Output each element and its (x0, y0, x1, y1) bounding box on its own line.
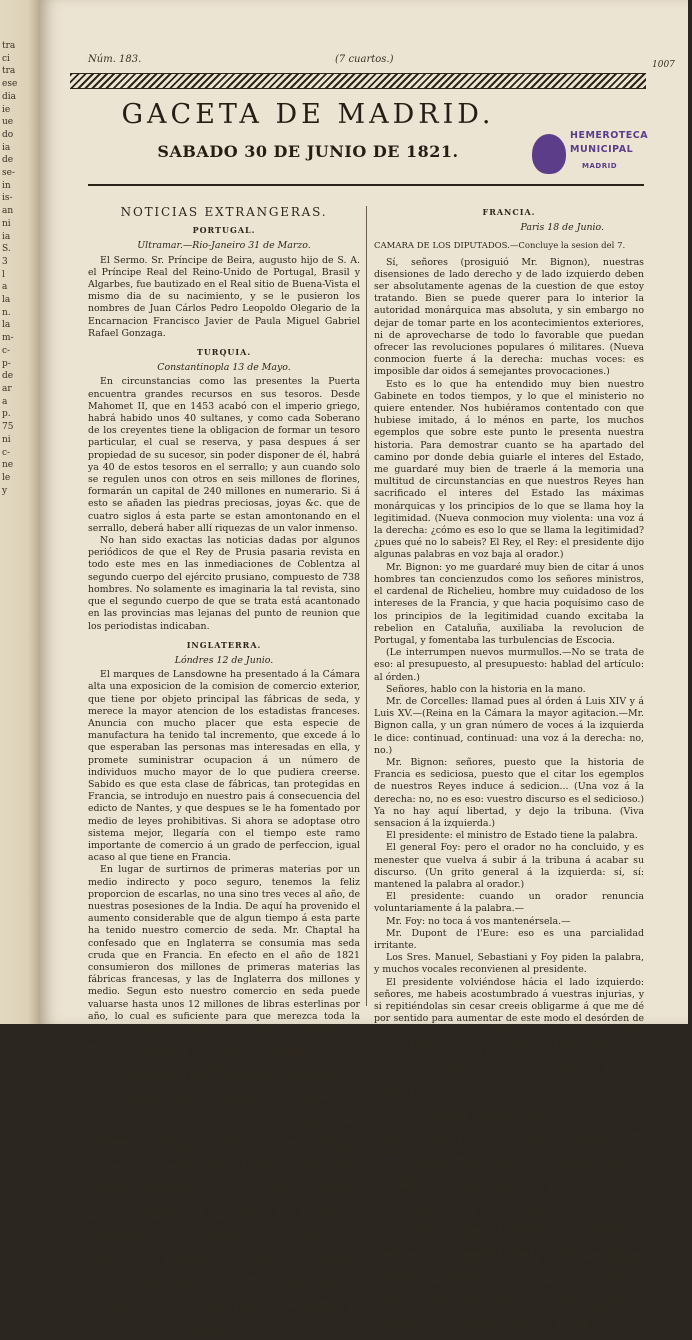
library-stamp (532, 130, 657, 185)
francia-paragraph: (Le interrumpen nuevos murmullos.—No se trata de eso: al presupuesto, al presupuesto: hablad del artículo: al órden.) (374, 647, 644, 683)
dateline-francia: Paris 18 de Junio. (520, 222, 604, 234)
francia-paragraph: El ministro empezó su arenga con suma dificultad, porque le faltaba la voz; pero al fin se esforzó, y pudo hablar en voz clara é inteligible. (374, 1123, 644, 1159)
turquia-article (88, 376, 360, 632)
inglaterra-paragraph: En lugar de surtirnos de primeras materias por un medio indirecto y poco seguro, tenemos la feliz proporcion de escarlas, no una sino tres veces al año, de nuestras posesiones de la India. De aquí ha provenido el aumento considerable que de algun tiempo á esta parte ha tenido nuestro comercio de seda. Mr. Chaptal ha confesado que en Inglaterra se consumia mas seda cruda que en Francia. En efecto en el año de 1821 consumieron dos millones de primeras materias las fábricas francesas, y las de Inglaterra dos millones y medio. Segun esto nuestro comercio en seda puede valuarse hasta unos 12 millones de libras esterlinas por año, lo cual es suficiente para que merezca toda la proteccion de las leyes. Ha notado la comision que desde el momento en que el comercio de la India quedó libre, no solamente se aumentó la cantidad de la seda introducida, sino que tambien se mejoró su calidad, lo cual ha contribuido á que prosperen las fábricas de esta especie. (88, 864, 360, 1096)
francia-paragraph: El presidente: el ministro de Estado tiene la palabra. (386, 830, 638, 842)
newspaper-page (40, 0, 688, 1340)
stamp-line-2: MUNICIPAL (570, 144, 634, 155)
newspaper-title: GACETA DE MADRID. (121, 99, 495, 130)
francia-paragraph: Sí, señores (prosiguió Mr. Bignon), nuestras disensiones de lado derecho y de lado izquierdo deben ser absolutamente agenas de la cuestion de que estoy tratando. Bien se puede querer para lo interior la autoridad monárquica mas absoluta, y sin embargo no dejar de tomar parte en los acontecimientos exteriores, ni de aprovecharse de todo lo favorable que puedan ofrecer las revoluciones populares ó militares. (Nueva conmocion fuerte á la derecha: muchas voces: es imposible dar oidos á semejantes provocaciones.) (374, 256, 644, 378)
inglaterra-paragraph: El marques de Lansdowne ha presentado á la Cámara alta una exposicion de la comision de comercio exterior, que tiene por objeto principal las fábricas de seda, y merece la mayor atencion de los estadistas franceses. Anuncia con mucho placer que esta especie de manufactura ha tenido tal incremento, que excede á lo que esperaban las personas mas interesadas en ella, y promete suministrar ocupacion á un número de individuos mucho mayor de lo que pudiera creerse. Sabido es que esta clase de fábricas, tan protegidas en Francia, se introdujo en nuestro pais á consecuencia del edicto de Nantes, y que despues se le ha fomentado por medio de leyes prohibitivas. Si ahora se adoptase otro sistema mejor, llegaría con el tiempo este ramo importante de comercio á un grado de perfeccion, igual acaso al que tiene en Francia. (88, 669, 360, 864)
francia-paragraph: Esto es lo que ha entendido muy bien nuestro Gabinete en todos tiempos, y lo que el ministerio no quiere entender. Nos hubiéramos contentado con que hubiese imitado, á lo ménos en parte, los muchos egemplos que sobre este punto le presenta nuestra historia. Para demostrar cuanto se ha apartado del camino por donde debia guiarle el interes del Estado, me guardaré muy bien de traerle á la memoria una multitud de circunstancias en que nuestros Reyes han sacrificado el interes del Estado las máximas monárquicas y los principios de lo que se llama hoy la legitimidad. (Nueva conmocion muy violenta: una voz á la derecha: ¿cómo es eso lo que se llama la legitimidad? ¿pues qué no lo sabeis? El Rey, el Rey: el presidente dijo algunas palabras en voz baja al orador.) (374, 378, 644, 561)
francia-paragraph: Para impugnar á Mr. Bignon por el mismo estilo que este habia atacado al ministerio dividió su discurso en dos partes, la primera relativa á las personas que empleaba el ministerio de Estado, y la segunda á los efectos políticos que debian resultar. (374, 1159, 644, 1220)
turquia-paragraph: No han sido exactas las noticias dadas por algunos periódicos de que el Rey de Prusia pasaria revista en todo este mes en las inmediaciones de Coblentza al segundo cuerpo del ejército prusiano, compuesto de 738 hombres. No solamente es imaginaria la tal revista, sino que el segundo cuerpo de que se trata está acantonado en las provincias mas lejanas del punto de reunion que los periodistas indicaban. (88, 535, 360, 632)
heading-turquia: TURQUIA. (196, 347, 252, 358)
header-rule (88, 184, 644, 186)
portugal-paragraph: El Sermo. Sr. Príncipe de Beira, augusto hijo de S. A. el Príncipe Real del Reino-Unido de Portugal, Brasil y Algarbes, fue bautizado en el Real sitio de Buena-Vista el mismo dia de su nacimiento, y se le pusieron los nombres de Juan Cárlos Pedro Leopoldo Olegario de la Encarnacion Francisco Javier de Paula Miguel Gabriel Rafael Gonzaga. (88, 254, 360, 339)
portugal-article (88, 255, 360, 340)
inglaterra-article (88, 669, 360, 1340)
right-column (374, 206, 644, 1330)
masthead-ornament (70, 73, 646, 89)
inglaterra-paragraph: La comision llamó la atencion de la Cámara con respecto á los derechos que pagan actualmente las primeras materias, y fue de parecer que una rebaja, por pequeña que fuese, aumentaria al mismo tiempo las comisiones en lo interior y la extraccion al extrangero. En orden á las rebajas sobre la extraccion, los actuales aranceles obligan á grandes gastos en el embarque de pequeñas cantidades, y solo en pequeñas cantidades puede hacerse la extraccion. Los mismos fabricantes estan persuadidos que si renunciando á la prohibicion de las sederías francesas se impusiera un derecho que contrabalancease la desventaja que resulta de la diferencia del precio de los jornales en los dos paises, se minorarian los derechos que pagan las primeras materias, y se agregarian mejor las rebajas, no temerian la concurrencia de los franceses no solamente en nuestro pais, sino en los mercados de Europa. La comision sabe que en América nuestras manufacturas, á pesar de su mayor precio, son preferidas á las francesas á causa de su mejor calidad. (88, 1096, 360, 1340)
francia-paragraph: Mr. Bignon: yo me guardaré muy bien de citar á unos hombres tan concienzudos como los señores ministros, el cardenal de Richelieu, hombre muy cuidadoso de los intereses de la Francia, y que hacia poquísimo caso de los principios de la legitimidad cuando excitaba la rebelion en Cataluña, auxiliaba la revolucion de Portugal, y fomentaba las turbulencias de Escocia. (374, 561, 644, 646)
column-divider (366, 206, 367, 1006)
dateline-inglaterra: Lóndres 12 de Junio. (174, 654, 274, 666)
francia-paragraph: Señores, hablo con la historia en la mano. (386, 683, 586, 695)
francia-paragraph: En cuanto á lo primero dijo que era muy natural que el Gobierno del Rey se valiese para defender los derechos de la monarquía de las personas mas capaces, mas hábiles y mas fieles y adictas á ella; y que mientras existiese el Gobierno Real, fundado en los principios que le servian y debian servir de regla, no emplearia á individuo alguno que profesase principios contrarios. No, señores (prosiguió), el Gobierno del Rey nunca empleará á sus enemigos, porque esto seria dar (374, 1220, 644, 1330)
left-column (88, 206, 360, 1340)
francia-paragraph: Mr. Bignon: señores, puesto que la historia de Francia es sediciosa, puesto que el citar los egemplos de nuestros Reyes induce á sedicion... (Una voz á la derecha: no, no es eso: vuestro discurso es el sedicioso.) Ya no hay aquí libertad, y dejo la tribuna. (Viva sensacion á la izquierda.) (374, 756, 644, 829)
price: (7 cuartos.) (335, 54, 394, 65)
francia-paragraph: Mr. Foy: no toca á vos mantenérsela.— (386, 915, 571, 927)
francia-paragraph: El presidente: vosotros no teneis la palabra, porque la tiene el ministro de Estado. (Gran silencio.) (374, 1098, 644, 1122)
stamp-line-3: MADRID (582, 162, 617, 170)
dateline-portugal: Ultramar.—Rio-Janeiro 31 de Marzo. (137, 240, 311, 252)
issue-date: SABADO 30 DE JUNIO DE 1821. (157, 142, 459, 161)
francia-paragraph: Mr. de Corcelles: no se trata de sensibilidad, sino de justicia. (Muchos vocales reclaman de nuevo la palabra.) (374, 1062, 644, 1098)
francia-paragraph: El presidente: cuando un orador renuncia voluntariamente á la palabra.— (374, 891, 644, 915)
chamber-subheading: CAMARA DE LOS DIPUTADOS.—Concluye la sesion del 7. (374, 241, 626, 252)
francia-article (374, 257, 644, 1331)
heading-portugal: PORTUGAL. (192, 225, 256, 236)
francia-paragraph: Mr. Dupont de l'Eure: eso es una parcialidad irritante. (374, 927, 644, 951)
heading-inglaterra: INGLATERRA. (186, 639, 262, 650)
dateline-turquia: Constantinopla 13 de Mayo. (157, 362, 291, 374)
francia-paragraph: El presidente volviéndose hácia el lado izquierdo: señores, me habeis acostumbrado á vuestras injurias, y si repitiéndolas sin cesar creeis obligarme á que me dé por sentido para aumentar de este modo el desórden de la Cámara, os advierto que no lo conseguireis: se cuáles son mis deberes, y sabré cumplir con ellos. (Aprobacion general en el centro y á la derecha.) (374, 976, 644, 1061)
heading-francia: FRANCIA. (482, 207, 536, 217)
seal-icon (532, 134, 566, 174)
section-title: NOTICIAS EXTRANGERAS. (120, 205, 328, 219)
francia-paragraph: Mr. de Corcelles: llamad pues al órden á Luis XIV y á Luis XV.—(Reina en la Cámara la mayor agitacion.—Mr. Bignon calla, y un gran número de voces á la izquierda le dice: continuad, continuad: una voz á la derecha: no, no.) (374, 695, 644, 756)
stamp-line-1: HEMEROTECA (570, 130, 649, 141)
page-number: 1007 (652, 60, 675, 70)
previous-page-edge (0, 0, 40, 1024)
issue-number: Núm. 183. (88, 54, 142, 65)
turquia-paragraph: En circunstancias como las presentes la Puerta encuentra grandes recursos en sus tesoros. Desde Mahomet II, que en 1453 acabó con el imperio griego, habrá habido unos 40 sultanes, y como cada Soberano de los creyentes tiene la obligacion de formar un tesoro particular, el cual se reserva, y pasa despues á ser propiedad de su sucesor, sin poder disponer de él, habrá ya 40 de estos tesoros en el serrallo; y aun cuando solo se regulen unos con otros en seis millones de florines, formarán un capital de 240 millones en numerario. Si á esto se añaden las piedras preciosas, joyas &c. que de cuatro siglos á esta parte se estan amontonando en el serrallo, deberá haber allí riquezas de un valor inmenso. (88, 376, 360, 534)
francia-paragraph: Los Sres. Manuel, Sebastiani y Foy piden la palabra, y muchos vocales reconvienen al presidente. (374, 952, 644, 976)
previous-page-text: tra ci tra ese dia ie ue do ia de se- in is- an ni ia S. 3 l a la n. la m- c- p- de ar a p. 75 ni c- ne le y (2, 41, 18, 496)
francia-paragraph: El general Foy: pero el orador no ha concluido, y es menester que vuelva á subir á la tribuna á acabar su discurso. (Un grito general á la izquierda: sí, sí: mantened la palabra al orador.) (374, 842, 644, 890)
